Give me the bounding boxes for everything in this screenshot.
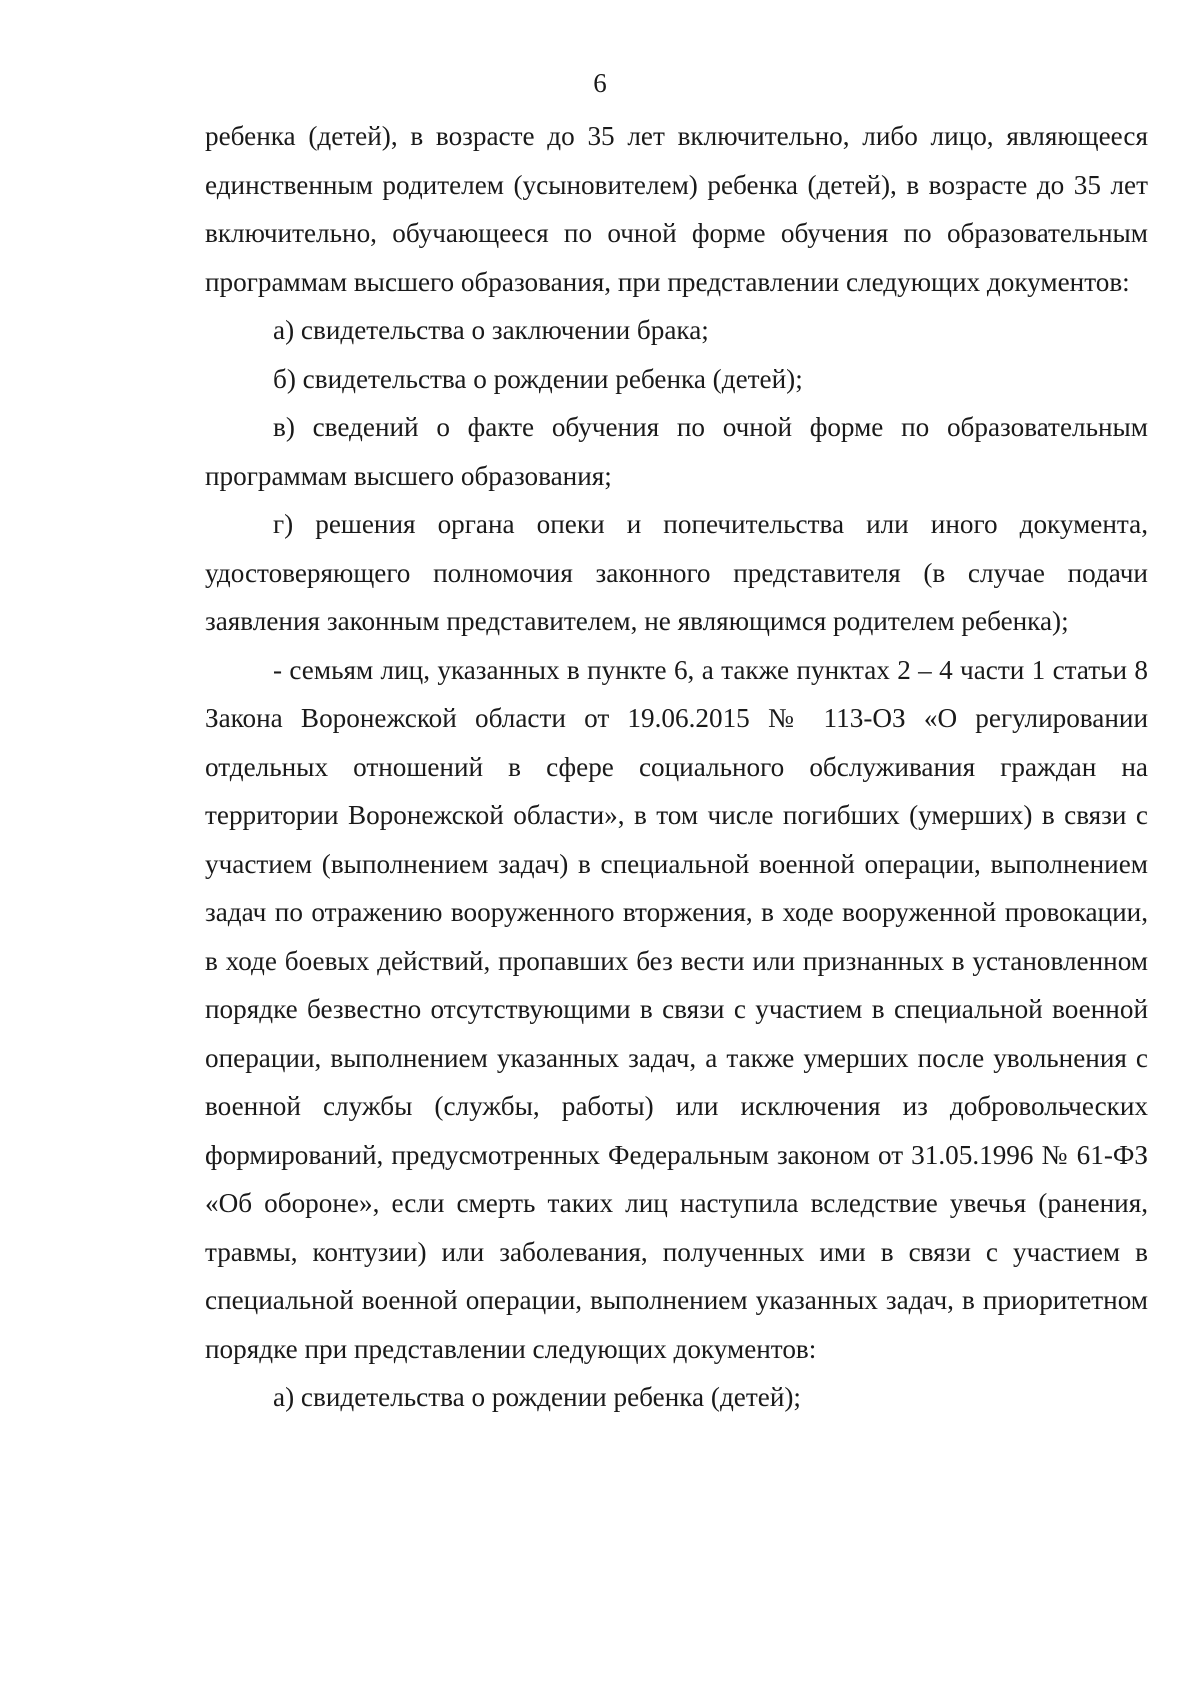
paragraph-families-list: - семьям лиц, указанных в пункте 6, а также пунктах 2 – 4 части 1 статьи 8 Закона Воронежской области от 19.06.2015 № 113-ОЗ «О регулировании отдельных отношений в сфере социального обслуживания граждан на территории Воронежской области», в том числе погибших (умерших) в связи с участием (выполнением задач) в специальной военной операции, выполнением задач по отражению вооруженного вторжения, в ходе вооруженной провокации, в ходе боевых действий, пропавших без вести или признанных в установленном порядке безвестно отсутствующими в связи с участием в специальной военной операции, выполнением указанных задач, а также умерших после увольнения с военной службы (службы, работы) или исключения из добровольческих формирований, предусмотренных Федеральным законом от 31.05.1996 № 61-ФЗ «Об обороне», если смерть таких лиц наступила вследствие увечья (ранения, травмы, контузии) или заболевания, полученных ими в связи с участием в специальной военной операции, выполнением указанных задач, в приоритетном порядке при представлении следующих документов: (205, 654, 1148, 1364)
paragraph-item-g-guardianship: г) решения органа опеки и попечительства или иного документа, удостоверяющего полномочия законного представителя (в случае подачи заявления законным представителем, не являющимся родителем ребенка); (205, 509, 1148, 636)
paragraph-continuation: ребенка (детей), в возрасте до 35 лет включительно, либо лицо, являющееся единственным родителем (усыновителем) ребенка (детей), в возрасте до 35 лет включительно, обучающееся по очной форме обучения по образовательным программам высшего образования, при представлении следующих документов: (205, 121, 1148, 297)
paragraph-item-a-marriage: а) свидетельства о заключении брака; (273, 315, 709, 345)
paragraph-item-a-birth: а) свидетельства о рождении ребенка (детей); (273, 1382, 801, 1412)
paragraph-item-b-birth: б) свидетельства о рождении ребенка (детей); (273, 363, 803, 394)
paragraph-item-v-education: в) сведений о факте обучения по очной форме по образовательным программам высшего образования; (205, 412, 1148, 491)
page-number: 6 (593, 68, 607, 98)
document-body (205, 112, 1148, 1422)
